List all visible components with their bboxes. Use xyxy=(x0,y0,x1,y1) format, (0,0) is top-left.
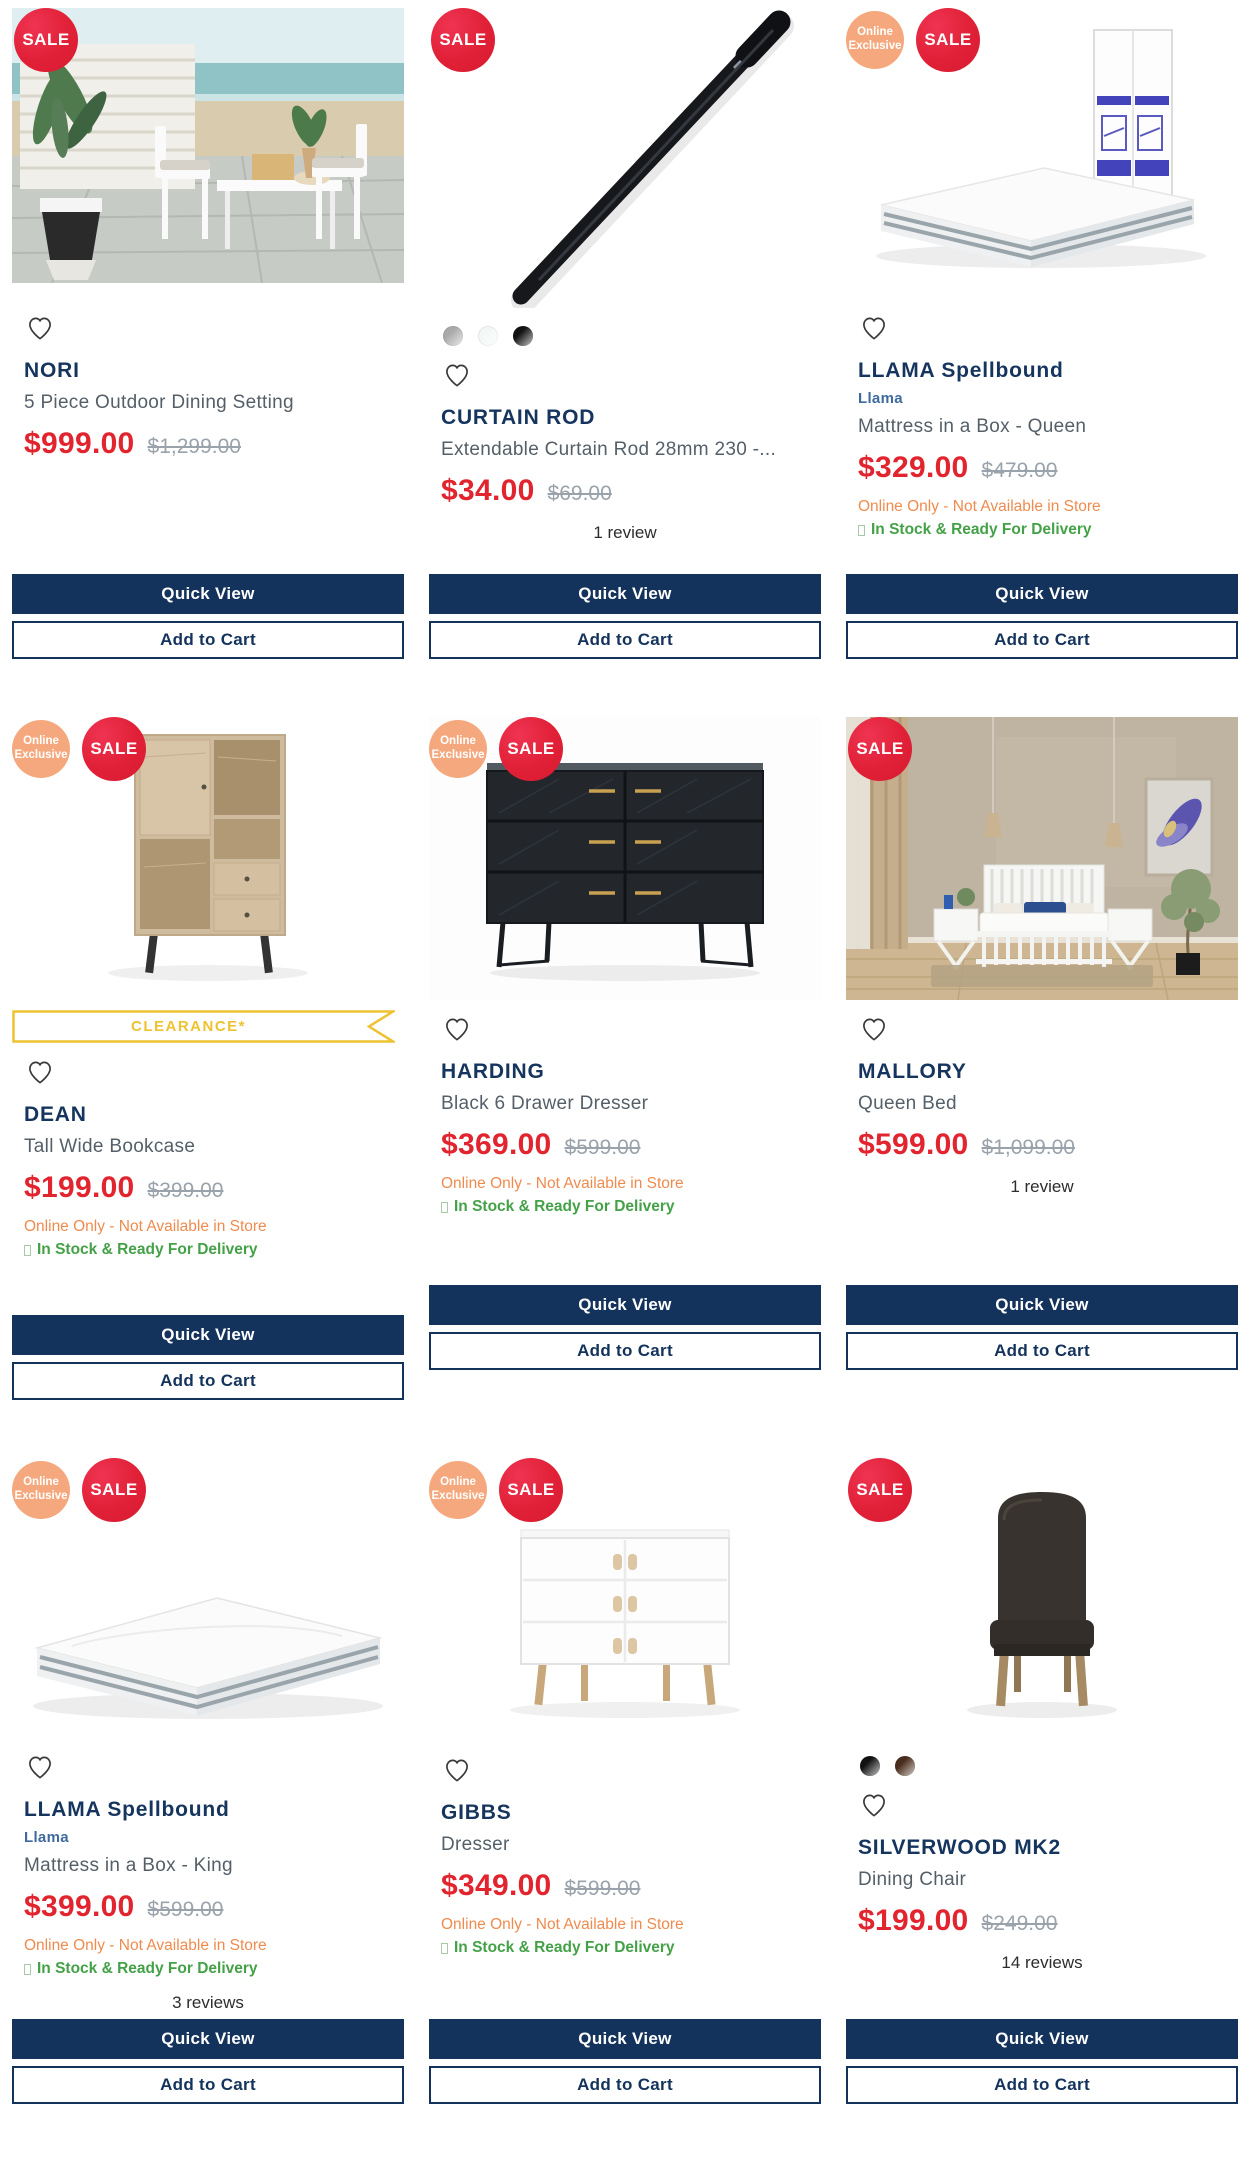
price-block xyxy=(858,451,1226,485)
card-actions xyxy=(846,2019,1238,2104)
current-price: $999.00 xyxy=(24,427,135,460)
sale-badge: SALE xyxy=(499,1458,563,1522)
brand-link[interactable]: Llama xyxy=(24,1829,69,1846)
quick-view-button[interactable]: Quick View xyxy=(12,574,404,614)
product-subtitle[interactable]: 5 Piece Outdoor Dining Setting xyxy=(24,392,294,413)
in-stock-label: In Stock & Ready For Delivery xyxy=(441,1198,809,1216)
product-card xyxy=(846,1458,1238,2104)
product-title[interactable]: NORI xyxy=(24,359,80,382)
card-actions xyxy=(429,574,821,659)
card-actions xyxy=(12,1315,404,1400)
sale-badge: SALE xyxy=(82,1458,146,1522)
stock-icon xyxy=(858,525,865,536)
product-image[interactable] xyxy=(429,8,821,308)
product-subtitle[interactable]: Dining Chair xyxy=(858,1869,967,1890)
mattress-in-box-photo xyxy=(846,8,1238,283)
product-card xyxy=(429,717,821,1400)
stock-icon xyxy=(24,1964,31,1975)
product-subtitle[interactable]: Mattress in a Box - King xyxy=(24,1855,233,1876)
sale-badge: SALE xyxy=(499,717,563,781)
clearance-ribbon: CLEARANCE* xyxy=(12,1010,395,1043)
current-price: $329.00 xyxy=(858,451,969,484)
product-title[interactable]: MALLORY xyxy=(858,1060,967,1083)
review-count[interactable]: 1 review xyxy=(1010,1177,1074,1196)
review-count[interactable]: 1 review xyxy=(593,523,657,542)
online-only-label: Online Only - Not Available in Store xyxy=(441,1916,684,1933)
product-title[interactable]: LLAMA Spellbound xyxy=(24,1798,230,1821)
online-exclusive-badge: Online Exclusive xyxy=(429,720,487,778)
mattress-photo xyxy=(12,1458,404,1738)
swatch-row xyxy=(860,1756,1238,1776)
current-price: $399.00 xyxy=(24,1890,135,1923)
wishlist-heart-icon[interactable] xyxy=(24,315,56,343)
card-actions xyxy=(12,2019,404,2104)
online-only-label: Online Only - Not Available in Store xyxy=(24,1218,267,1235)
current-price: $199.00 xyxy=(858,1904,969,1937)
add-to-cart-button[interactable]: Add to Cart xyxy=(429,621,821,659)
product-image[interactable] xyxy=(846,1458,1238,1738)
card-actions xyxy=(846,1285,1238,1370)
product-title[interactable]: SILVERWOOD MK2 xyxy=(858,1836,1061,1859)
current-price: $349.00 xyxy=(441,1869,552,1902)
card-actions xyxy=(429,1285,821,1370)
quick-view-button[interactable]: Quick View xyxy=(846,574,1238,614)
price-block xyxy=(441,1128,809,1162)
product-title[interactable]: DEAN xyxy=(24,1103,87,1126)
sale-badge: SALE xyxy=(82,717,146,781)
quick-view-button[interactable]: Quick View xyxy=(12,2019,404,2059)
in-stock-label: In Stock & Ready For Delivery xyxy=(441,1939,809,1957)
add-to-cart-button[interactable]: Add to Cart xyxy=(429,2066,821,2104)
price-block xyxy=(441,474,809,508)
product-card xyxy=(12,8,404,659)
color-swatch[interactable] xyxy=(860,1756,880,1776)
card-actions xyxy=(846,574,1238,659)
sale-badge: SALE xyxy=(431,8,495,72)
quick-view-button[interactable]: Quick View xyxy=(429,574,821,614)
color-swatch[interactable] xyxy=(443,326,463,346)
online-exclusive-badge: Online Exclusive xyxy=(429,1461,487,1519)
online-only-label: Online Only - Not Available in Store xyxy=(441,1175,684,1192)
online-exclusive-badge: Online Exclusive xyxy=(12,1461,70,1519)
product-title[interactable]: HARDING xyxy=(441,1060,545,1083)
product-title[interactable]: CURTAIN ROD xyxy=(441,406,596,429)
add-to-cart-button[interactable]: Add to Cart xyxy=(12,1362,404,1400)
wishlist-heart-icon[interactable] xyxy=(441,1016,473,1044)
in-stock-label: In Stock & Ready For Delivery xyxy=(24,1241,392,1259)
review-count[interactable]: 3 reviews xyxy=(172,1993,244,2012)
product-card xyxy=(12,717,404,1400)
product-card xyxy=(429,1458,821,2104)
wishlist-heart-icon[interactable] xyxy=(24,1059,56,1087)
price-block xyxy=(24,1890,392,1924)
was-price: $479.00 xyxy=(981,459,1058,482)
product-image[interactable] xyxy=(429,717,821,1000)
product-image[interactable] xyxy=(846,8,1238,283)
product-image[interactable] xyxy=(846,717,1238,1000)
product-image[interactable] xyxy=(12,717,404,1000)
brand-link[interactable]: Llama xyxy=(858,390,903,407)
current-price: $369.00 xyxy=(441,1128,552,1161)
online-exclusive-badge: Online Exclusive xyxy=(846,11,904,69)
price-block xyxy=(858,1904,1226,1938)
was-price: $399.00 xyxy=(147,1179,224,1202)
price-block xyxy=(24,427,392,461)
add-to-cart-button[interactable]: Add to Cart xyxy=(429,1332,821,1370)
color-swatch[interactable] xyxy=(895,1756,915,1776)
product-card xyxy=(846,8,1238,659)
color-swatch[interactable] xyxy=(478,326,498,346)
stock-icon xyxy=(24,1245,31,1256)
product-title[interactable]: GIBBS xyxy=(441,1801,512,1824)
sale-badge: SALE xyxy=(848,1458,912,1522)
wishlist-heart-icon[interactable] xyxy=(858,1016,890,1044)
price-block xyxy=(24,1171,392,1205)
review-count[interactable]: 14 reviews xyxy=(1001,1953,1083,1972)
product-card xyxy=(12,1458,404,2104)
price-block xyxy=(858,1128,1226,1162)
add-to-cart-button[interactable]: Add to Cart xyxy=(12,2066,404,2104)
stock-icon xyxy=(441,1943,448,1954)
add-to-cart-button[interactable]: Add to Cart xyxy=(846,2066,1238,2104)
product-image[interactable] xyxy=(12,1458,404,1738)
quick-view-button[interactable]: Quick View xyxy=(429,2019,821,2059)
add-to-cart-button[interactable]: Add to Cart xyxy=(12,621,404,659)
wishlist-heart-icon[interactable] xyxy=(858,1792,890,1820)
current-price: $34.00 xyxy=(441,474,535,507)
add-to-cart-button[interactable]: Add to Cart xyxy=(846,1332,1238,1370)
product-image[interactable] xyxy=(429,1458,821,1741)
online-exclusive-badge: Online Exclusive xyxy=(12,720,70,778)
card-actions xyxy=(12,574,404,659)
quick-view-button[interactable]: Quick View xyxy=(12,1315,404,1355)
in-stock-label: In Stock & Ready For Delivery xyxy=(24,1960,392,1978)
was-price: $599.00 xyxy=(147,1898,224,1921)
product-subtitle[interactable]: Mattress in a Box - Queen xyxy=(858,416,1087,437)
quick-view-button[interactable]: Quick View xyxy=(429,1285,821,1325)
wishlist-heart-icon[interactable] xyxy=(441,1757,473,1785)
sale-badge: SALE xyxy=(916,8,980,72)
was-price: $249.00 xyxy=(981,1912,1058,1935)
quick-view-button[interactable]: Quick View xyxy=(846,1285,1238,1325)
add-to-cart-button[interactable]: Add to Cart xyxy=(846,621,1238,659)
white-dresser-photo xyxy=(429,1458,821,1741)
current-price: $599.00 xyxy=(858,1128,969,1161)
swatch-row xyxy=(443,326,821,346)
was-price: $1,299.00 xyxy=(147,435,241,458)
price-block xyxy=(441,1869,809,1903)
product-card xyxy=(429,8,821,659)
product-subtitle[interactable]: Dresser xyxy=(441,1834,510,1855)
wishlist-heart-icon[interactable] xyxy=(858,315,890,343)
product-title[interactable]: LLAMA Spellbound xyxy=(858,359,1064,382)
in-stock-label: In Stock & Ready For Delivery xyxy=(858,521,1226,539)
bookcase-photo xyxy=(12,717,404,1000)
online-only-label: Online Only - Not Available in Store xyxy=(24,1937,267,1954)
card-actions xyxy=(429,2019,821,2104)
product-card xyxy=(846,717,1238,1400)
stock-icon xyxy=(441,1202,448,1213)
black-dresser-photo xyxy=(429,717,821,1000)
product-subtitle[interactable]: Tall Wide Bookcase xyxy=(24,1136,196,1157)
quick-view-button[interactable]: Quick View xyxy=(846,2019,1238,2059)
product-image[interactable] xyxy=(12,8,404,283)
wishlist-heart-icon[interactable] xyxy=(441,362,473,390)
product-subtitle[interactable]: Extendable Curtain Rod 28mm 230 -... xyxy=(441,439,777,460)
was-price: $69.00 xyxy=(547,482,612,505)
was-price: $1,099.00 xyxy=(981,1136,1075,1159)
was-price: $599.00 xyxy=(564,1136,641,1159)
wishlist-heart-icon[interactable] xyxy=(24,1754,56,1782)
product-subtitle[interactable]: Black 6 Drawer Dresser xyxy=(441,1093,649,1114)
sale-badge: SALE xyxy=(14,8,78,72)
current-price: $199.00 xyxy=(24,1171,135,1204)
was-price: $599.00 xyxy=(564,1877,641,1900)
color-swatch[interactable] xyxy=(513,326,533,346)
sale-badge: SALE xyxy=(848,717,912,781)
product-subtitle[interactable]: Queen Bed xyxy=(858,1093,957,1114)
online-only-label: Online Only - Not Available in Store xyxy=(858,498,1101,515)
